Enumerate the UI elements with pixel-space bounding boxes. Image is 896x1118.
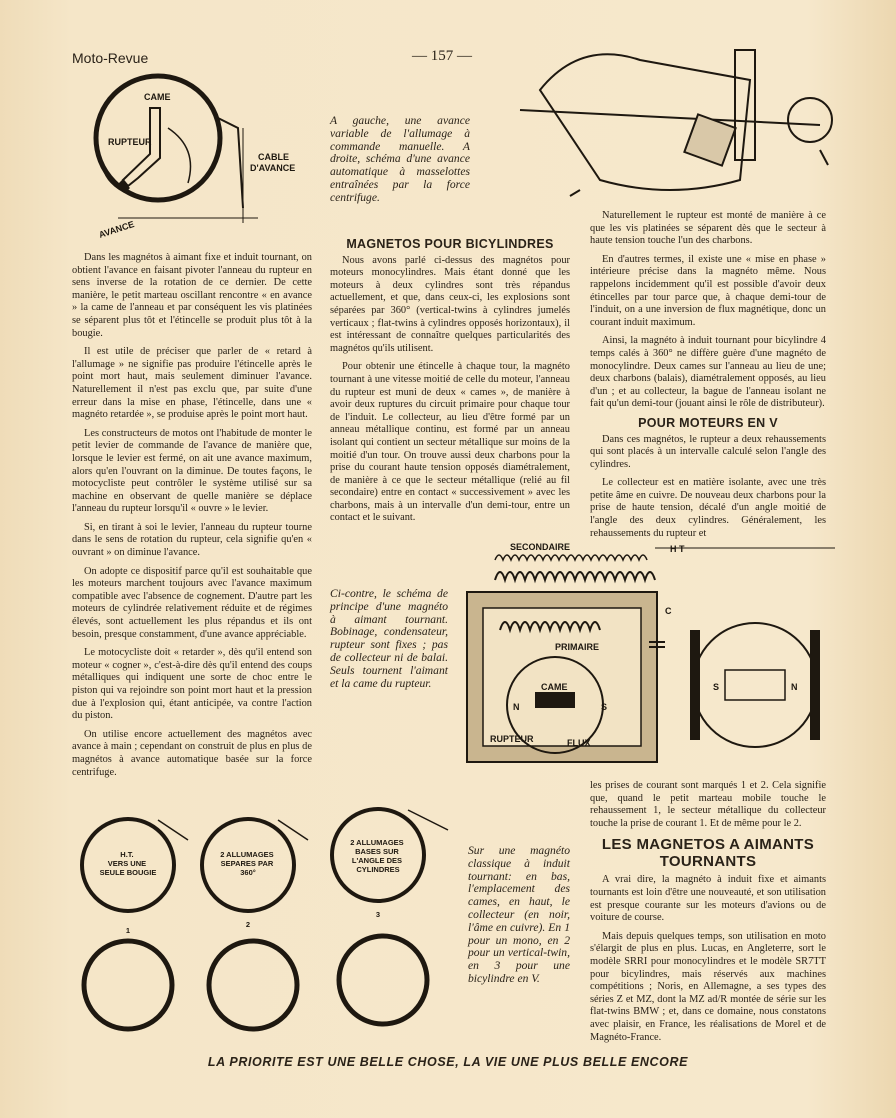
- caption-top: A gauche, une avance variable de l'allumage à commande manuelle. A droite, schéma d'une avance automatique à masselottes entraînées par la force centrifuge.: [330, 114, 470, 204]
- ring1-line2: VERS UNE: [107, 859, 147, 868]
- manual-advance-diagram: [78, 68, 338, 248]
- col2-paragraph-1: Nous avons parlé ci-dessus des magnétos pour moteurs monocylindres. Mais étant donné que les moteurs à deux cylindres sont très répandus actuellement, et que, dans ceux-ci, les explosions sont séparées par 360° (vertical-twins à cylindres jumelés verticaux ; flat-twins à cylindres opposés horizontaux), il est intéressant de connaître quelques particularités des magnétos qu'ils utilisent.: [330, 254, 570, 354]
- ring3-line2: BASES SUR: [355, 847, 399, 856]
- label-avance: AVANCE: [97, 219, 136, 240]
- col1-paragraph-7: On utilise encore actuellement des magnétos avec avance à main ; cependant on construit de plus en plus de magnétos à avance automatique basée sur la force centrifuge.: [72, 728, 312, 778]
- col1-paragraph-1: Dans les magnétos à aimant fixe et induit tournant, on obtient l'avance en faisant pivoter l'anneau du rupteur en sens inverse de la rotation de ce dernier. De cette manière, le petit marteau oscillant rencontre « en avance » la came de l'anneau et par conséquent les vis platinées se séparent plus tôt et l'étincelle se produit plus tôt à la bougie.: [72, 252, 312, 339]
- ring-number-2: 2: [245, 920, 251, 929]
- ring1-line1: H.T.: [120, 850, 134, 859]
- column-3-continued: [590, 780, 826, 1050]
- label-cable-line1: CABLE: [258, 152, 289, 162]
- label-rupteur-magneto: RUPTEUR: [490, 734, 534, 744]
- ring3-label: [350, 838, 406, 874]
- column-3: [590, 210, 826, 546]
- label-cable-line2: D'AVANCE: [250, 163, 296, 173]
- col2-paragraph-2: Pour obtenir une étincelle à chaque tour, la magnéto tournant à une vitesse moitié de celle du moteur, l'anneau du rupteur est muni de deux « cames », de manière à avoir deux ruptures du circuit primaire pour chaque tour de l'induit. Le collecteur, au lieu d'être formé par un anneau métallique continu, est formé par un anneau isolant qui contient un secteur métallique sur moins de la moitié d'un tour. On trouve aussi deux charbons pour la prise du courant haute tension opposés diamétralement, de manière à ce que le secteur métallique (relié au fil secondaire) entre en contact « successivement » avec les charbons, mais à un intervalle d'un demi-tour, entre un contact et le suivant.: [330, 361, 570, 524]
- ring2-line3: 360°: [240, 868, 256, 877]
- label-n-right: N: [791, 682, 798, 692]
- centrifugal-advance-diagram: [520, 30, 850, 210]
- caption-rings: Sur une magnéto classique à induit tournant: en bas, l'emplacement des cames, en haut, le collecteur (en noir, l'âme en cuivre). En 1 pour un mono, en 2 pour un vertical-twin, en 3 pour une bicylindre en V.: [468, 844, 570, 985]
- col3-paragraph-1: Naturellement le rupteur est monté de manière à ce que les vis platinées se séparent dès que le secteur à haute tension touche l'un des charbons.: [590, 210, 826, 247]
- ring3-line1: 2 ALLUMAGES: [350, 838, 404, 847]
- label-s: S: [601, 702, 608, 712]
- col3b-paragraph-3: Mais depuis quelques temps, son utilisation en moto s'élargit de plus en plus. Lucas, en Angleterre, sort le modèle SRRI pour monocylindres et le modèle SR7TT pour bicylindres, mais réservés aux machines compétitions ; Noris, en Allemagne, a ses types des séries Z et MZ, dont la MZ ad/R montée de série sur les flat-twins BMW ; et, dans ce domaine, nous constatons avec plaisir, en France, les réalisations de Morel et de Magnéto-France.: [590, 930, 826, 1043]
- footer-slogan: LA PRIORITE EST UNE BELLE CHOSE, LA VIE UNE PLUS BELLE ENCORE: [207, 1055, 689, 1069]
- ring-number-1: 1: [125, 926, 131, 935]
- ring-number-3: 3: [375, 910, 381, 919]
- heading-moteurs-v: POUR MOTEURS EN V: [638, 415, 778, 430]
- heading-aimants-tournants: LES MAGNETOS A AIMANTS TOURNANTS: [601, 836, 815, 871]
- label-secondaire: SECONDAIRE: [510, 542, 571, 552]
- label-s-right: S: [713, 682, 720, 692]
- label-ht: H T: [670, 544, 685, 554]
- page-number: — 157 —: [412, 48, 472, 64]
- collector-rings-diagram: [78, 805, 468, 1035]
- ring1-label: [100, 850, 157, 877]
- ring1-line3: SEULE BOUGIE: [99, 868, 157, 877]
- col3-paragraph-3: Ainsi, la magnéto à induit tournant pour bicylindre 4 temps calés à 360° ne diffère guère d'une magnéto de monocylindre. Deux cames sur l'anneau au lieu de une; deux charbons (balais), diamétralement opposés, au lieu d'un ; et au collecteur, la bague de l'anneau isolant ne fait qu'un demi-tour (jouant ainsi le rôle de distributeur).: [590, 335, 826, 410]
- col1-paragraph-6: Le motocycliste doit « retarder », dès qu'il entend son moteur « cogner », c'est-à-dire dès qu'il entend des coups métalliques qui indiquent une sorte de choc entre le piston qui va rejoindre son point mort haut et la pression due à l'explosion qui, étant anticipée, va contre l'action du piston.: [72, 647, 312, 722]
- label-came-magneto: CAME: [541, 682, 568, 692]
- column-2: [330, 238, 570, 531]
- col3-paragraph-5: Le collecteur est en matière isolante, avec une très petite âme en cuivre. De nouveau deux charbons pour la prise de haute tension, décalé d'un angle moitié de l'angle des deux cylindres. Généralement, les rehaussements du rupteur et: [590, 477, 826, 539]
- label-cable: [250, 152, 295, 173]
- ring3-line3: L'ANGLE DES: [351, 856, 403, 865]
- magazine-title: Moto-Revue: [72, 50, 149, 66]
- magneto-principle-diagram: [455, 530, 835, 800]
- col1-paragraph-2: Il est utile de préciser que parler de « retard à l'allumage » ne signifie pas produire l'étincelle après le point mort haut, mais seulement diminuer l'avance. Naturellement il n'est pas exclu que, par suite d'une erreur dans la mise en phase, l'étincelle, dans une « magnéto retardée », se produise après le point mort haut.: [72, 346, 312, 421]
- label-n: N: [513, 702, 520, 712]
- col1-paragraph-3: Les constructeurs de motos ont l'habitude de monter le petit levier de commande de l'avance de manière que, lorsque le levier est fermé, on ait une avance maximum, alors qu'en l'ouvrant on la diminue. De toutes façons, le motocycliste peut contrôler le système utilisé sur sa machine en observant de quelle manière se déplace l'anneau du rupteur lorsqu'il « ouvre » le levier.: [72, 427, 312, 515]
- label-primaire: PRIMAIRE: [555, 642, 600, 652]
- ring2-line1: 2 ALLUMAGES: [220, 850, 274, 859]
- ring3-line4: CYLINDRES: [356, 865, 400, 874]
- col1-paragraph-4: Si, en tirant à soi le levier, l'anneau du rupteur tourne dans le sens de rotation du rupteur, cela signifie qu'en « ouvrant » on diminue l'avance.: [72, 521, 312, 559]
- label-rupteur: RUPTEUR: [108, 137, 152, 147]
- ring2-line2: SEPARES PAR: [220, 859, 274, 868]
- label-came: CAME: [144, 92, 171, 102]
- label-c: C: [665, 606, 672, 616]
- col3-paragraph-2: En d'autres termes, il existe une « mise en phase » intérieure précise dans la magnéto même. Nous rappelons incidemment qu'il est possible d'avoir deux étincelles par tour parce que, à chaque demi-tour de l'induit, on a une inversion de flux magnétique, donc un courant induit maximum.: [590, 253, 826, 328]
- col3b-paragraph-2: A vrai dire, la magnéto à induit fixe et aimants tournants est loin d'être une nouveauté, et son utilisation est presque courante sur les moteurs d'avions ou de voiture de course.: [590, 874, 826, 924]
- col3-paragraph-4: Dans ces magnétos, le rupteur a deux rehaussements qui sont placés à un intervalle calculé selon l'angle des cylindres.: [590, 433, 826, 470]
- label-flux: FLUX: [567, 738, 591, 748]
- column-1: [72, 252, 312, 785]
- col1-paragraph-5: On adopte ce dispositif parce qu'il est souhaitable que les moteurs marchent toujours avec l'avance maximum compatible avec l'absence de cognement. D'autre part les moteurs de cylindrée relativement réduite et de régimes élevés, sont actuellement les plus répandus et ils ont besoin, presque constamment, d'une avance appréciable.: [72, 565, 312, 640]
- ring2-label: [220, 850, 276, 877]
- caption-magneto: Ci-contre, le schéma de principe d'une magnéto à aimant tournant. Bobinage, condensateur, rupteur sont fixes ; pas de collecteur ni de balai. Seuls tournent l'aimant et la came du rupteur.: [330, 587, 448, 690]
- heading-bicylindres: MAGNETOS POUR BICYLINDRES: [346, 237, 554, 251]
- col3b-paragraph-1: les prises de courant sont marqués 1 et 2. Cela signifie que, quand le petit marteau mobile touche le rehaussement 1, le secteur métallique du collecteur touche la prise de courant 1. Et de même pour le 2.: [590, 780, 826, 829]
